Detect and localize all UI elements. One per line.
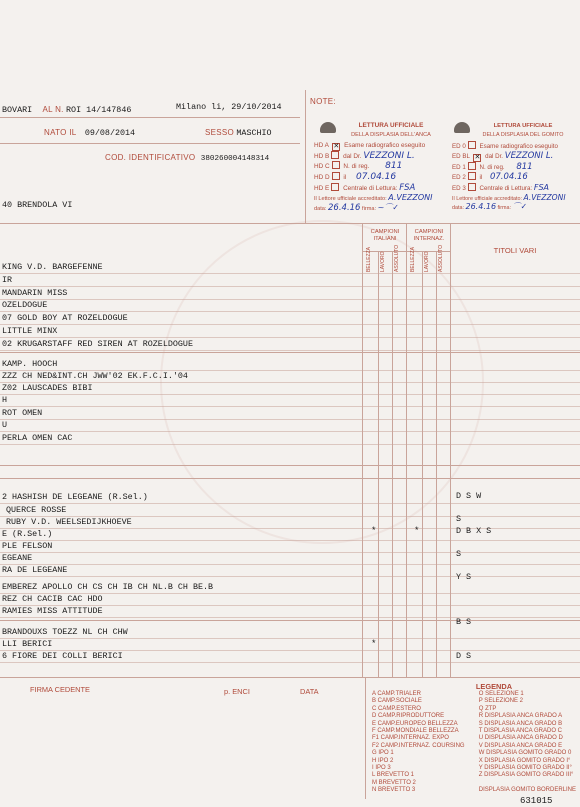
ancestor-name: 02 KRUGARSTAFF RED SIREN AT ROZELDOGUE xyxy=(2,339,193,349)
row-divider xyxy=(0,419,580,420)
reg-number: 811 xyxy=(385,161,403,172)
title-fiore: D S xyxy=(456,651,472,661)
checkbox xyxy=(468,162,476,170)
legenda-row xyxy=(370,750,578,757)
legenda-item: D CAMP.RIPRODUTTORE xyxy=(372,713,445,720)
hd-box-subtitle: DELLA DISPLASIA DELL'ANCA xyxy=(351,131,431,138)
legenda-item: N BREVETTO 3 xyxy=(372,787,416,794)
divider xyxy=(450,223,451,677)
ancestor-name: H xyxy=(2,395,8,405)
doctor-signature: VEZZONI L. xyxy=(363,150,415,161)
legenda-item: C CAMP.ESTERO xyxy=(372,705,421,712)
exam-text: Esame radiografico eseguito xyxy=(344,141,426,149)
sesso-label: SESSO xyxy=(205,128,235,137)
row-divider xyxy=(0,311,580,312)
row-divider xyxy=(0,350,580,351)
ancestor-name: KING V.D. BARGEFENNE xyxy=(2,262,103,272)
birth-row xyxy=(44,127,135,138)
legenda-row xyxy=(370,721,578,728)
divider xyxy=(0,677,580,678)
divider xyxy=(406,223,407,677)
checkbox xyxy=(331,151,339,159)
ancestor-name: OZELDOGUE xyxy=(2,300,48,310)
centrale-value: FSA xyxy=(399,182,416,193)
sex-row xyxy=(205,127,272,138)
legenda-row xyxy=(370,706,578,713)
legenda-row xyxy=(370,713,578,720)
group-divider xyxy=(0,620,580,621)
checkbox xyxy=(332,161,340,169)
enci-crest-icon xyxy=(454,122,470,133)
legenda-item xyxy=(477,780,578,787)
ancestor-name: IR xyxy=(2,275,13,285)
ancestor-name: LLI BERICI xyxy=(2,639,53,649)
hd-grade-line xyxy=(314,172,446,183)
row-divider xyxy=(0,662,580,663)
sub-column-label: LAVORO xyxy=(424,251,430,272)
data-label: data: xyxy=(314,205,327,212)
divider xyxy=(378,251,379,677)
legenda-table xyxy=(370,691,578,795)
data-value: 26.4.16 xyxy=(328,202,361,213)
ancestor-name: MANDARIN MISS xyxy=(2,288,68,298)
ed-box-heading xyxy=(452,122,576,139)
legenda-item: A CAMP.TRIALER xyxy=(372,691,421,697)
ancestor-name: ROT OMEN xyxy=(2,408,43,418)
ed-grade-label: ED 0 xyxy=(452,143,466,151)
al-n-label: AL N. xyxy=(42,105,64,114)
sub-column-label: LAVORO xyxy=(380,251,386,272)
legenda-item: B CAMP.SOCIALE xyxy=(372,698,422,705)
ancestor-name: 6 FIORE DEI COLLI BERICI xyxy=(2,651,123,661)
legenda-item: E CAMP.EUROPEO BELLEZZA xyxy=(372,720,458,727)
legenda-item: O SELEZIONE 1 xyxy=(478,691,524,697)
group-divider xyxy=(0,478,580,479)
legenda-item: Y DISPLASIA GOMITO GRADO II° xyxy=(478,765,572,772)
legenda-item: X DISPLASIA GOMITO GRADO I° xyxy=(478,757,571,764)
row-divider xyxy=(0,273,580,274)
hd-grade-label: HD D xyxy=(314,174,330,182)
campioni-italiani-header: CAMPIONI ITALIANI xyxy=(370,229,400,242)
ancestor-name: E (R.Sel.) xyxy=(2,529,53,539)
ed-grade-line xyxy=(452,172,576,183)
legenda-item: Q ZTP xyxy=(478,705,497,712)
champion-star: * xyxy=(372,525,376,535)
sub-column-label: BELLEZZA xyxy=(366,246,372,272)
hd-grade-label: HD A xyxy=(314,141,329,149)
legenda-row xyxy=(370,772,578,779)
row-divider xyxy=(0,406,580,407)
hd-grade-label: HD B xyxy=(314,152,330,160)
row-divider xyxy=(0,540,580,541)
data-firma-line xyxy=(314,204,446,214)
data-label: DATA xyxy=(300,687,319,696)
exam-date: 07.04.16 xyxy=(489,172,528,183)
row-divider xyxy=(0,431,580,432)
lettore-label: Il Lettore ufficiale accreditato: xyxy=(314,195,387,202)
enci-crest-icon xyxy=(320,122,336,133)
ancestor-name: QUERCE ROSSE xyxy=(6,505,67,515)
legenda-row xyxy=(370,758,578,765)
il-label: il xyxy=(343,174,347,182)
firma-label: firma: xyxy=(497,205,512,212)
ancestor-name: PLE FELSON xyxy=(2,541,53,551)
legenda-item: M BREVETTO 2 xyxy=(372,779,416,786)
ancestor-name: PERLA OMEN CAC xyxy=(2,433,73,443)
legenda-item: T DISPLASIA ANCA GRADO C xyxy=(478,728,562,735)
note-label: NOTE: xyxy=(310,97,336,106)
nato-il-label: NATO IL xyxy=(44,128,77,137)
legenda-row xyxy=(370,728,578,735)
ancestor-name: RUBY V.D. WEELSEDIJKHOEVE xyxy=(6,517,132,527)
ancestor-name: LITTLE MINX xyxy=(2,326,58,336)
birth-date: 09/08/2014 xyxy=(84,128,136,138)
title-ruby: D B X S xyxy=(456,526,492,536)
divider xyxy=(365,677,366,799)
legenda-row xyxy=(370,735,578,742)
hd-grade-label: HD C xyxy=(314,163,330,171)
ed-grade-label: ED BL xyxy=(452,152,470,160)
row-divider xyxy=(0,564,580,565)
ed-grade-line xyxy=(452,152,576,162)
breeder-line: 40 BRENDOLA VI xyxy=(2,200,73,210)
legenda-row xyxy=(370,743,578,750)
id-code: 380260004148314 xyxy=(200,155,270,163)
legenda-item: I IPO 3 xyxy=(372,765,391,772)
group-divider xyxy=(0,465,580,466)
hd-grade-line xyxy=(314,142,446,151)
divider xyxy=(0,223,580,224)
legenda-item: V DISPLASIA ANCA GRADO E xyxy=(478,742,563,749)
title-querce: S xyxy=(456,514,462,524)
cod-identificativo-label: COD. IDENTIFICATIVO xyxy=(105,153,196,162)
signature-scribble-icon: ⌒✓ xyxy=(512,202,528,212)
ancestor-name: RAMIES MISS ATTITUDE xyxy=(2,606,103,616)
group-divider xyxy=(0,352,580,353)
ancestor-name: EMBEREZ APOLLO CH CS CH IB CH NL.B CH BE.B xyxy=(2,582,214,592)
row-divider xyxy=(0,324,580,325)
checkbox xyxy=(468,172,476,180)
hd-box-heading xyxy=(314,122,446,140)
lettore-label: Il Lettore ufficiale accreditato: xyxy=(452,195,523,202)
legenda-item: S DISPLASIA ANCA GRADO B xyxy=(478,720,563,727)
divider xyxy=(0,117,300,118)
legenda-item: F2 CAMP.INTERNAZ. COURSING xyxy=(372,742,465,749)
dal-dr-label: dal Dr. xyxy=(485,152,504,160)
row-divider xyxy=(0,552,580,553)
legenda-item: W DISPLASIA GOMITO GRADO 0 xyxy=(478,750,572,757)
lettore-signature: A.VEZZONI xyxy=(388,192,433,202)
legenda-row xyxy=(370,787,578,794)
n-reg-label: N. di reg. xyxy=(479,163,505,171)
firma-label: firma: xyxy=(362,205,377,212)
legenda-item: DISPLASIA GOMITO BORDERLINE xyxy=(478,787,576,794)
divider xyxy=(305,90,306,223)
ancestor-name: ZZZ CH NED&INT.CH JWW'02 EK.F.C.I.'04 xyxy=(2,371,188,381)
row-divider xyxy=(0,503,580,504)
data-label: data: xyxy=(452,205,464,212)
row-divider xyxy=(0,617,580,618)
id-code-row xyxy=(105,152,269,163)
legenda-row xyxy=(370,765,578,772)
centrale-value: FSA xyxy=(533,182,550,192)
title-ra: Y S xyxy=(456,572,472,582)
reg-number: 811 xyxy=(516,161,533,172)
hd-grade-line xyxy=(314,161,446,172)
p-enci-label: p. ENCI xyxy=(224,687,250,696)
ed-grade-label: ED 2 xyxy=(452,174,466,182)
ed-grade-label: ED 1 xyxy=(452,163,466,171)
dal-dr-label: dal Dr. xyxy=(343,152,362,160)
legenda-item: H IPO 2 xyxy=(372,757,394,764)
exam-date: 07.04.16 xyxy=(356,172,397,183)
title-ramies: B S xyxy=(456,617,472,627)
checked-checkbox: ✕ xyxy=(333,142,340,150)
row-divider xyxy=(0,638,580,639)
row-divider xyxy=(0,286,580,287)
signature-scribble-icon: ~⌒✓ xyxy=(377,202,399,212)
title-legeane: S xyxy=(456,549,462,559)
ancestor-name: 2 HASHISH DE LEGEANE (R.Sel.) xyxy=(2,492,148,502)
ed-grade-line xyxy=(452,162,576,173)
title-hashish: D S W xyxy=(456,491,482,501)
il-label: il xyxy=(479,174,483,182)
legenda-item: F1 CAMP.INTERNAZ. EXPO xyxy=(372,735,449,742)
lettore-signature: A.VEZZONI xyxy=(523,192,566,202)
divider xyxy=(392,251,393,677)
checked-checkbox: ✕ xyxy=(474,153,481,161)
legenda-item: F CAMP.MONDIALE BELLEZZA xyxy=(372,728,459,735)
ancestor-name: KAMP. HOOCH xyxy=(2,359,58,369)
divider xyxy=(0,143,300,144)
data-firma-line xyxy=(452,203,576,213)
champion-star: * xyxy=(372,638,376,648)
row-divider xyxy=(0,576,580,577)
legenda-item: G IPO 1 xyxy=(372,750,394,757)
legenda xyxy=(370,682,578,795)
row-divider xyxy=(0,444,580,445)
n-reg-label: N. di reg. xyxy=(343,163,370,171)
hd-box-title: LETTURA UFFICIALE xyxy=(358,122,424,129)
legenda-item: U DISPLASIA ANCA GRADO D xyxy=(478,735,563,742)
legenda-item: P SELEZIONE 2 xyxy=(478,698,523,705)
exam-text: Esame radiografico eseguito xyxy=(479,143,558,151)
owner-name-prefix: BOVARI AL N. ROI 14/147846 xyxy=(2,105,132,115)
ancestor-name: EGEANE xyxy=(2,553,33,563)
centrale-label: Centrale di Lettura: xyxy=(479,184,533,192)
checkbox xyxy=(331,183,339,191)
data-value: 26.4.16 xyxy=(465,202,497,212)
row-divider xyxy=(0,299,580,300)
doctor-signature: VEZZONI L. xyxy=(504,150,554,161)
legenda-item: Z DISPLASIA GOMITO GRADO III° xyxy=(478,772,574,779)
ed-box-title: LETTURA UFFICIALE xyxy=(493,123,553,129)
ed-reading-box xyxy=(452,122,576,213)
divider xyxy=(362,223,363,677)
place-date: Milano li, 29/10/2014 xyxy=(176,102,282,112)
ed-box-subtitle: DELLA DISPLASIA DEL GOMITO xyxy=(482,131,564,138)
sub-column-label: BELLEZZA xyxy=(410,246,416,272)
campioni-internaz-header: CAMPIONI INTERNAZ. xyxy=(413,229,445,242)
serial-number: 631015 xyxy=(520,796,553,806)
checkbox xyxy=(468,183,476,191)
legenda-row xyxy=(370,691,578,698)
firma-cedente-label: FIRMA CEDENTE xyxy=(30,685,90,694)
ancestor-name: REZ CH CACIB CAC HDO xyxy=(2,594,103,604)
legenda-row xyxy=(370,698,578,705)
row-divider xyxy=(0,337,580,338)
ed-grade-label: ED 3 xyxy=(452,184,466,192)
hd-grade-label: HD E xyxy=(314,184,330,192)
sex-value: MASCHIO xyxy=(236,128,272,138)
row-divider xyxy=(0,394,580,395)
ancestor-name: 07 GOLD BOY AT ROZELDOGUE xyxy=(2,313,128,323)
row-divider xyxy=(0,528,580,529)
ancestor-name: BRANDOUXS TOEZZ NL CH CHW xyxy=(2,627,128,637)
sub-column-label: ASSOLUTO xyxy=(394,244,400,272)
sub-column-label: ASSOLUTO xyxy=(438,244,444,272)
centrale-label: Centrale di Lettura: xyxy=(343,184,398,192)
checkbox xyxy=(468,141,476,149)
registration-number: ROI 14/147846 xyxy=(66,105,132,115)
champion-star: * xyxy=(415,525,419,535)
divider xyxy=(422,251,423,677)
divider xyxy=(436,251,437,677)
titoli-vari-header: TITOLI VARI xyxy=(493,246,537,255)
legenda-item: R DISPLASIA ANCA GRADO A xyxy=(478,713,563,720)
legenda-row xyxy=(370,780,578,787)
legenda-item: L BREVETTO 1 xyxy=(372,772,415,779)
hd-grade-line xyxy=(314,151,446,162)
ancestor-name: U xyxy=(2,420,8,430)
hd-reading-box xyxy=(314,122,446,213)
legenda-title: LEGENDA xyxy=(475,682,513,691)
ancestor-name: Z02 LAUSCADES BIBI xyxy=(2,383,93,393)
checkbox xyxy=(332,172,340,180)
ancestor-name: RA DE LEGEANE xyxy=(2,565,68,575)
